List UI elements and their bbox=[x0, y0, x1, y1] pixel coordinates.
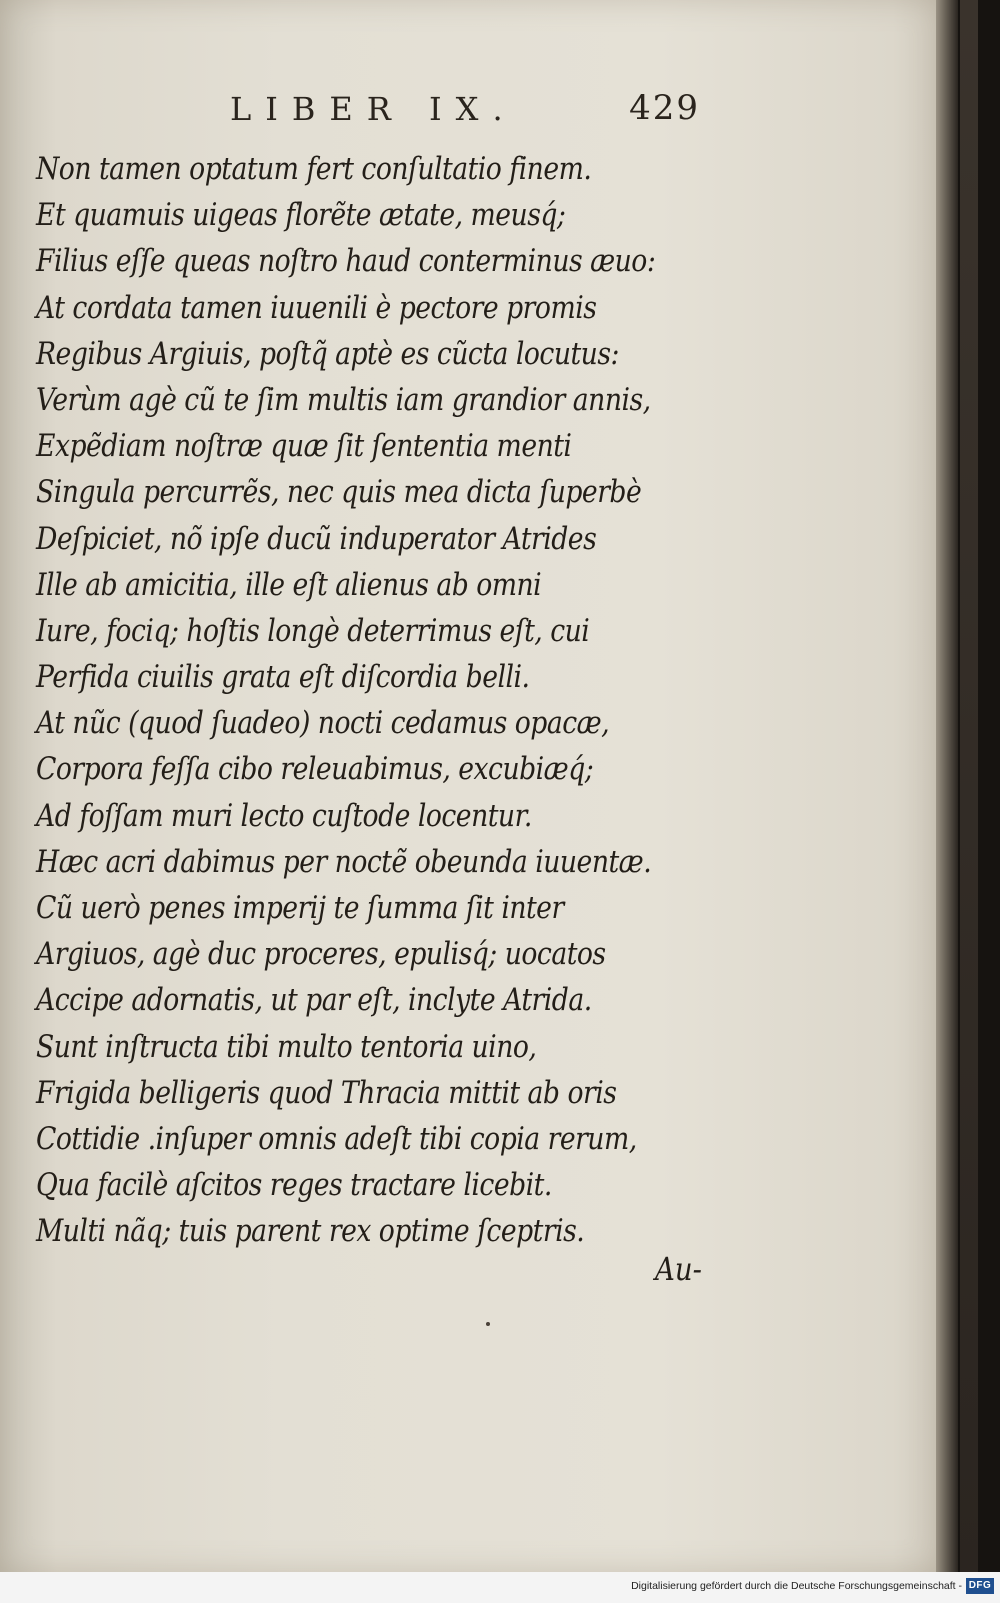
verse-line: Expẽdiam noſtræ quæ ſit ſententia menti bbox=[36, 428, 572, 465]
verse-line: Et quamuis uigeas florẽte ætate, meusq́; bbox=[36, 197, 566, 234]
verse-line: Argiuos, agè duc proceres, epulisq́; uocatos bbox=[36, 936, 606, 973]
verse-line: Ad foſſam muri lecto cuſtode locentur. bbox=[36, 797, 532, 834]
verse-line: At cordata tamen iuuenili è pectore promis bbox=[36, 289, 597, 326]
verse-line: Cũ uerò penes imperij te ſumma ſit inter bbox=[36, 890, 564, 926]
ink-speck bbox=[486, 1322, 490, 1326]
verse-line: At nũc (quod ſuadeo) nocti cedamus opacæ, bbox=[36, 705, 610, 742]
verse-line: Multi nãq; tuis parent rex optime ſceptris. bbox=[36, 1213, 585, 1250]
verse-line: Deſpiciet, nõ ipſe ducũ induperator Atrides bbox=[36, 520, 597, 557]
verse-line: Corpora feſſa cibo releuabimus, excubiæq́; bbox=[36, 751, 594, 788]
verse-line: Non tamen optatum fert conſultatio finem. bbox=[36, 151, 592, 187]
verse-line: Perfida ciuilis grata eſt diſcordia belli. bbox=[36, 659, 530, 696]
verse-line: Hæc acri dabimus per noctẽ obeunda iuuentæ. bbox=[36, 843, 652, 880]
scan-margin bbox=[960, 0, 978, 1572]
verse-line: Regibus Argiuis, poſtq̃ aptè es cũcta locutus: bbox=[36, 335, 619, 372]
dfg-logo-icon: DFG bbox=[966, 1578, 994, 1594]
verse-line: Frigida belligeris quod Thracia mittit ab oris bbox=[36, 1074, 617, 1111]
verse-block bbox=[36, 146, 726, 1255]
verse-line: Verùm agè cũ te ſim multis iam grandior annis, bbox=[36, 381, 651, 418]
verse-line: Ille ab amicitia, ille eſt alienus ab omni bbox=[36, 566, 542, 603]
verse-line: Qua facilè aſcitos reges tractare licebit. bbox=[36, 1167, 552, 1204]
verse-line: Accipe adornatis, ut par eſt, inclyte Atrida. bbox=[36, 982, 592, 1019]
verse-line: Singula percurrẽs, nec quis mea dicta ſuperbè bbox=[36, 474, 642, 511]
running-head-title: LIBER IX. bbox=[230, 90, 517, 128]
verse-line: Filius eſſe queas noſtro haud conterminus æuo: bbox=[36, 243, 656, 280]
catchword: Au- bbox=[655, 1250, 702, 1288]
page-number: 429 bbox=[629, 88, 700, 128]
funding-credit: Digitalisierung gefördert durch die Deutsche Forschungsgemeinschaft - bbox=[631, 1580, 962, 1592]
verse-line: Cottidie .inſuper omnis adeſt tibi copia rerum, bbox=[36, 1120, 637, 1157]
verse-line: Iure, fociq; hoſtis longè deterrimus eſt, cui bbox=[36, 612, 590, 649]
verse-line: Sunt inſtructa tibi multo tentoria uino, bbox=[36, 1028, 537, 1065]
running-head bbox=[230, 84, 700, 134]
page-edge bbox=[936, 0, 958, 1572]
